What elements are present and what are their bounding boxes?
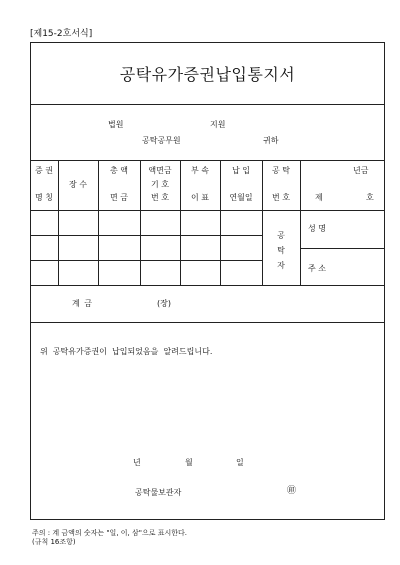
depositor-label: 자 (277, 261, 285, 270)
total-row-rule (30, 322, 385, 323)
total-label: 계 금 (72, 299, 93, 308)
date-day: 일 (236, 458, 244, 467)
table-column-rule (300, 160, 301, 285)
header-security-name: 증 권 (35, 166, 53, 175)
header-face-symbol: 기 호 (151, 180, 169, 189)
header-face-symbol: 번 호 (151, 193, 169, 202)
form-title: 공탁유가증권납입통지서 (119, 65, 296, 84)
depositor-split-rule (300, 248, 385, 249)
header-paid-date: 납 입 (232, 166, 250, 175)
header-security-name: 명 칭 (35, 193, 53, 202)
header-total-face: 면 금 (110, 193, 128, 202)
depositor-label: 탁 (277, 246, 285, 255)
address-label: 주 소 (308, 264, 326, 273)
header-total-face: 총 액 (110, 166, 128, 175)
footnote-line: (규칙 16조항) (32, 538, 76, 546)
total-unit: (장) (157, 299, 171, 308)
deposit-number-prefix: 제 (315, 193, 323, 202)
notice-text: 위 공탁유가증권이 납입되었음을 알려드립니다. (40, 347, 213, 356)
form-frame (30, 42, 385, 520)
deposit-year-label: 년금 (353, 166, 369, 175)
header-deposit-number: 공 탁 (272, 166, 290, 175)
footnote-line: 주의 : 계 금액의 숫자는 "일, 이, 삼"으로 표시한다. (32, 529, 187, 537)
table-column-rule (180, 160, 181, 285)
seal-mark: ㊞ (287, 486, 297, 496)
date-month: 월 (185, 458, 193, 467)
name-label: 성 명 (308, 224, 326, 233)
official-label: 공탁공무원 (142, 136, 181, 145)
table-bottom-rule (30, 285, 385, 286)
header-coupon: 이 표 (191, 193, 209, 202)
table-header-rule (30, 210, 385, 211)
divider-addressee (30, 160, 385, 161)
deposit-number-suffix: 호 (366, 193, 374, 202)
table-column-rule (220, 160, 221, 285)
table-column-rule (140, 160, 141, 285)
header-count: 장 수 (69, 180, 87, 189)
depositor-label: 공 (277, 231, 285, 240)
header-paid-date: 연월일 (229, 193, 253, 202)
table-column-rule (98, 160, 99, 285)
header-face-symbol: 액면금 (148, 166, 172, 175)
table-row-rule (30, 235, 262, 236)
table-row-rule (30, 260, 262, 261)
header-deposit-number: 번 호 (272, 193, 290, 202)
honorific-label: 귀하 (263, 136, 279, 145)
table-column-rule (58, 160, 59, 285)
divider-title (30, 104, 385, 105)
branch-label: 지원 (210, 120, 226, 129)
header-coupon: 부 속 (191, 166, 209, 175)
court-label: 법원 (108, 120, 124, 129)
form-number: [제15-2호서식] (30, 29, 93, 39)
date-year: 년 (133, 458, 141, 467)
signer-label: 공탁물보관자 (135, 488, 182, 497)
